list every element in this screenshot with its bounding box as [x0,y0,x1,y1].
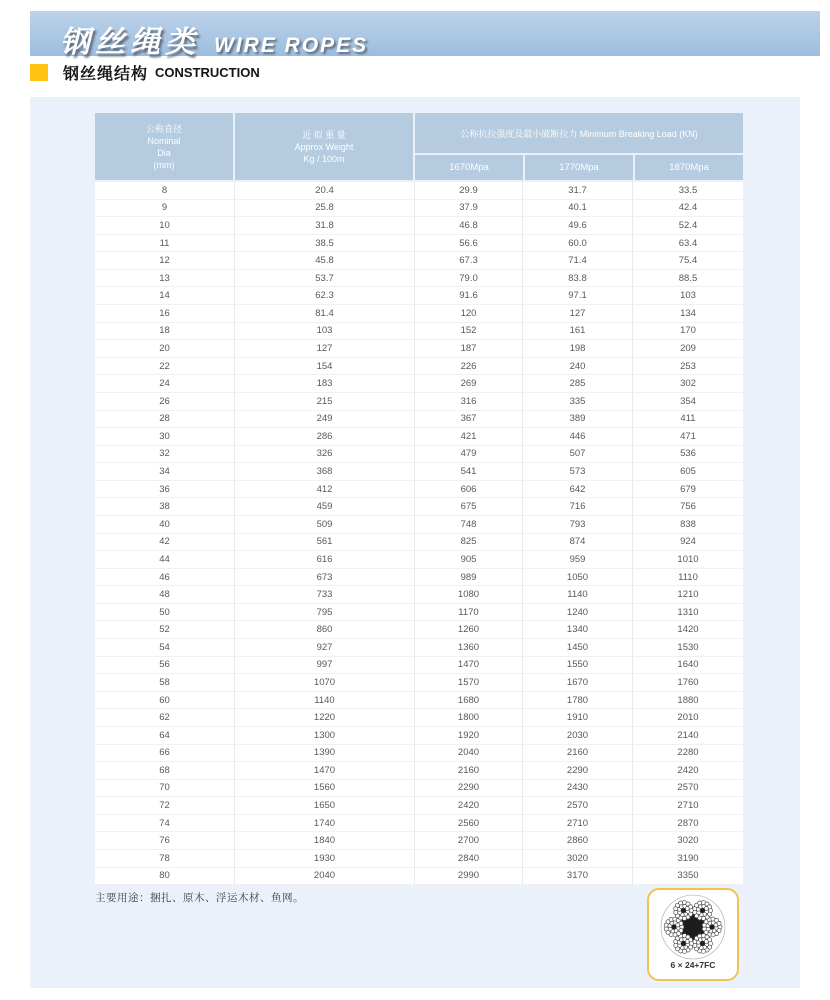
table-row [95,534,743,552]
table-cell: 20.4 [235,182,415,199]
table-cell: 26 [95,393,235,410]
table-cell: 33.5 [678,184,698,196]
table-cell: 14 [95,287,235,304]
table-cell: 459 [235,498,415,515]
table-cell: 2140 [677,729,699,741]
table-cell: 2160 [523,745,633,762]
table-cell: 733 [235,586,415,603]
table-row [95,481,743,499]
table-row [95,463,743,481]
table-cell: 1800 [415,709,523,726]
rope-construction-label: 6 × 24+7FC [670,960,716,970]
table-cell: 253 [680,360,696,372]
page-header-banner [30,11,820,59]
table-cell: 20 [95,340,235,357]
table-cell: 2570 [677,782,699,794]
table-row [95,604,743,622]
page-title-cn: 钢丝绳类 [60,26,200,59]
table-cell: 2840 [415,850,523,867]
table-cell: 561 [235,534,415,551]
table-cell: 12 [95,252,235,269]
table-cell: 2040 [235,868,415,885]
table-cell: 536 [680,448,696,460]
table-cell: 302 [680,378,696,390]
table-cell: 56 [95,657,235,674]
table-row [95,621,743,639]
table-cell: 1170 [415,604,523,621]
table-cell: 2860 [523,832,633,849]
table-cell: 446 [523,428,633,445]
table-row [95,217,743,235]
table-cell: 24 [95,375,235,392]
table-cell: 37.9 [415,200,523,217]
table-cell: 31.7 [523,182,633,199]
table-cell: 154 [235,358,415,375]
table-cell: 103 [680,290,696,302]
table-cell: 58 [95,674,235,691]
table-row [95,639,743,657]
table-cell: 673 [235,569,415,586]
table-cell: 240 [523,358,633,375]
table-cell: 187 [415,340,523,357]
table-row [95,551,743,569]
table-row [95,446,743,464]
table-cell: 335 [523,393,633,410]
table-cell: 2870 [677,817,699,829]
table-cell: 120 [415,305,523,322]
table-cell: 54 [95,639,235,656]
table-cell: 1140 [523,586,633,603]
table-cell: 507 [523,446,633,463]
table-cell: 2290 [415,780,523,797]
table-row [95,586,743,604]
table-cell: 285 [523,375,633,392]
table-cell: 8 [95,182,235,199]
table-cell: 18 [95,323,235,340]
table-cell: 2010 [677,712,699,724]
table-row [95,182,743,200]
table-cell: 71.4 [523,252,633,269]
table-cell: 1310 [677,606,699,618]
table-cell: 1530 [677,641,699,653]
table-cell: 1840 [235,832,415,849]
table-cell: 421 [415,428,523,445]
table-cell: 226 [415,358,523,375]
header-nominal-dia [95,113,233,180]
table-cell: 78 [95,850,235,867]
table-cell: 42.4 [678,202,698,214]
header-line: (mm) [153,159,175,170]
table-cell: 605 [680,466,696,478]
table-cell: 45.8 [235,252,415,269]
table-cell: 411 [680,413,696,425]
table-cell: 64 [95,727,235,744]
table-header [95,113,743,180]
table-cell: 76 [95,832,235,849]
table-cell: 11 [95,235,235,252]
header-line: Dia [157,147,171,158]
table-cell: 1110 [678,571,698,583]
table-cell: 1080 [415,586,523,603]
table-cell: 198 [523,340,633,357]
table-cell: 44 [95,551,235,568]
table-row [95,657,743,675]
table-row [95,745,743,763]
table-cell: 1050 [523,569,633,586]
table-cell: 1780 [523,692,633,709]
table-cell: 541 [415,463,523,480]
header-grade-1870: 1870Mpa [635,155,743,180]
table-cell: 1450 [523,639,633,656]
table-cell: 1650 [235,797,415,814]
table-cell: 1880 [677,694,699,706]
table-cell: 368 [235,463,415,480]
section-title-cn: 钢丝绳结构 [63,65,149,83]
table-cell: 170 [680,325,696,337]
table-cell: 38 [95,498,235,515]
table-row [95,428,743,446]
table-row [95,411,743,429]
table-cell: 1390 [235,745,415,762]
table-row [95,358,743,376]
yellow-square-bullet-icon [30,64,48,81]
table-cell: 1640 [677,659,699,671]
table-cell: 3190 [677,852,699,864]
table-cell: 74 [95,815,235,832]
table-cell: 1570 [415,674,523,691]
table-cell: 1140 [235,692,415,709]
table-cell: 286 [235,428,415,445]
table-cell: 1760 [677,676,699,688]
table-cell: 1470 [415,657,523,674]
table-cell: 152 [415,323,523,340]
table-cell: 2280 [677,747,699,759]
table-cell: 3020 [677,835,699,847]
header-line: 近 似 重 量 [302,129,346,140]
table-cell: 52 [95,621,235,638]
header-breaking-load: 公称抗拉强度及最小破断拉力 Minimum Breaking Load (KN) [415,113,743,153]
table-cell: 675 [415,498,523,515]
table-cell: 161 [523,323,633,340]
table-cell: 2160 [415,762,523,779]
table-cell: 748 [415,516,523,533]
table-cell: 10 [95,217,235,234]
table-cell: 46.8 [415,217,523,234]
table-cell: 1920 [415,727,523,744]
table-cell: 70 [95,780,235,797]
table-row [95,709,743,727]
table-cell: 60 [95,692,235,709]
table-cell: 62 [95,709,235,726]
table-row [95,252,743,270]
table-cell: 795 [235,604,415,621]
rope-cross-section-diagram [656,893,730,961]
table-cell: 83.8 [523,270,633,287]
table-cell: 25.8 [235,200,415,217]
table-row [95,270,743,288]
table-cell: 49.6 [523,217,633,234]
table-row [95,674,743,692]
table-row [95,832,743,850]
table-cell: 215 [235,393,415,410]
table-cell: 3020 [523,850,633,867]
table-row [95,323,743,341]
table-cell: 2570 [523,797,633,814]
table-cell: 9 [95,200,235,217]
table-cell: 2710 [523,815,633,832]
table-cell: 1670 [523,674,633,691]
table-cell: 1560 [235,780,415,797]
table-cell: 326 [235,446,415,463]
header-line: Approx Weight [294,141,354,152]
table-cell: 367 [415,411,523,428]
table-cell: 13 [95,270,235,287]
header-grade-row [415,155,743,180]
table-cell: 36 [95,481,235,498]
table-cell: 1300 [235,727,415,744]
table-cell: 1930 [235,850,415,867]
table-cell: 103 [235,323,415,340]
header-grade-1670: 1670Mpa [415,155,523,180]
table-cell: 72 [95,797,235,814]
table-cell: 1240 [523,604,633,621]
table-cell: 68 [95,762,235,779]
header-line: Nominal [147,135,181,146]
table-cell: 2030 [523,727,633,744]
table-cell: 34 [95,463,235,480]
table-cell: 412 [235,481,415,498]
usage-note: 主要用途：捆扎、原木、浮运木材、鱼网。 [95,892,304,904]
table-cell: 2040 [415,745,523,762]
table-cell: 1260 [415,621,523,638]
table-cell: 46 [95,569,235,586]
table-cell: 924 [680,536,696,548]
table-cell: 860 [235,621,415,638]
table-row [95,762,743,780]
table-row [95,797,743,815]
table-cell: 2420 [677,764,699,776]
table-row [95,305,743,323]
header-breaking-load-group [415,113,743,180]
table-cell: 1740 [235,815,415,832]
table-row [95,727,743,745]
wire-rope-spec-table [95,113,743,885]
table-cell: 3350 [677,870,699,882]
table-cell: 28 [95,411,235,428]
table-row [95,235,743,253]
table-cell: 2700 [415,832,523,849]
table-row [95,375,743,393]
table-cell: 1210 [677,589,699,601]
table-cell: 53.7 [235,270,415,287]
table-cell: 1360 [415,639,523,656]
section-heading [30,62,260,82]
table-cell: 1470 [235,762,415,779]
table-cell: 616 [235,551,415,568]
content-panel [30,97,800,988]
table-cell: 40.1 [523,200,633,217]
table-cell: 22 [95,358,235,375]
table-cell: 16 [95,305,235,322]
table-cell: 1550 [523,657,633,674]
table-cell: 269 [415,375,523,392]
header-line: 公称直径 [145,123,182,134]
table-row [95,340,743,358]
table-cell: 2420 [415,797,523,814]
rope-construction-card [647,888,739,981]
table-row [95,393,743,411]
table-cell: 2710 [677,800,699,812]
table-cell: 88.5 [678,272,698,284]
table-cell: 838 [680,518,696,530]
table-cell: 60.0 [523,235,633,252]
table-cell: 606 [415,481,523,498]
table-cell: 1010 [677,553,699,565]
table-cell: 29.9 [415,182,523,199]
table-cell: 48 [95,586,235,603]
table-cell: 81.4 [235,305,415,322]
table-cell: 1070 [235,674,415,691]
table-cell: 31.8 [235,217,415,234]
table-cell: 716 [523,498,633,515]
table-cell: 183 [235,375,415,392]
header-line: Kg / 100m [303,153,345,164]
table-cell: 2430 [523,780,633,797]
table-row [95,287,743,305]
table-cell: 40 [95,516,235,533]
table-cell: 50 [95,604,235,621]
table-cell: 63.4 [678,237,698,249]
table-cell: 56.6 [415,235,523,252]
table-cell: 874 [523,534,633,551]
table-cell: 959 [523,551,633,568]
table-cell: 389 [523,411,633,428]
table-cell: 75.4 [678,255,698,267]
table-cell: 209 [680,342,696,354]
table-cell: 642 [523,481,633,498]
table-row [95,780,743,798]
table-row [95,692,743,710]
table-cell: 1680 [415,692,523,709]
table-cell: 80 [95,868,235,885]
table-cell: 127 [523,305,633,322]
table-cell: 471 [680,430,696,442]
table-cell: 756 [680,501,696,513]
table-cell: 127 [235,340,415,357]
header-grade-1770: 1770Mpa [525,155,633,180]
table-cell: 32 [95,446,235,463]
table-cell: 67.3 [415,252,523,269]
table-row [95,200,743,218]
table-cell: 989 [415,569,523,586]
table-row [95,815,743,833]
table-cell: 134 [680,307,696,319]
table-cell: 52.4 [678,219,698,231]
page-title-en: WIRE ROPES [214,34,369,57]
table-cell: 249 [235,411,415,428]
table-cell: 91.6 [415,287,523,304]
table-cell: 38.5 [235,235,415,252]
table-cell: 42 [95,534,235,551]
table-cell: 3170 [523,868,633,885]
table-cell: 2560 [415,815,523,832]
table-cell: 354 [680,395,696,407]
table-row [95,498,743,516]
table-cell: 679 [680,483,696,495]
table-cell: 1340 [523,621,633,638]
section-title-en: CONSTRUCTION [155,64,260,80]
table-cell: 509 [235,516,415,533]
table-cell: 97.1 [523,287,633,304]
table-cell: 66 [95,745,235,762]
table-cell: 1910 [523,709,633,726]
table-cell: 1420 [677,624,699,636]
table-cell: 479 [415,446,523,463]
table-cell: 30 [95,428,235,445]
table-cell: 2290 [523,762,633,779]
table-cell: 316 [415,393,523,410]
table-body [95,182,743,885]
table-row [95,868,743,886]
table-cell: 997 [235,657,415,674]
table-cell: 573 [523,463,633,480]
table-cell: 2990 [415,868,523,885]
table-cell: 793 [523,516,633,533]
table-cell: 927 [235,639,415,656]
table-row [95,516,743,534]
table-cell: 1220 [235,709,415,726]
table-cell: 79.0 [415,270,523,287]
table-row [95,850,743,868]
header-approx-weight [235,113,413,180]
table-cell: 825 [415,534,523,551]
table-cell: 62.3 [235,287,415,304]
table-cell: 905 [415,551,523,568]
table-row [95,569,743,587]
